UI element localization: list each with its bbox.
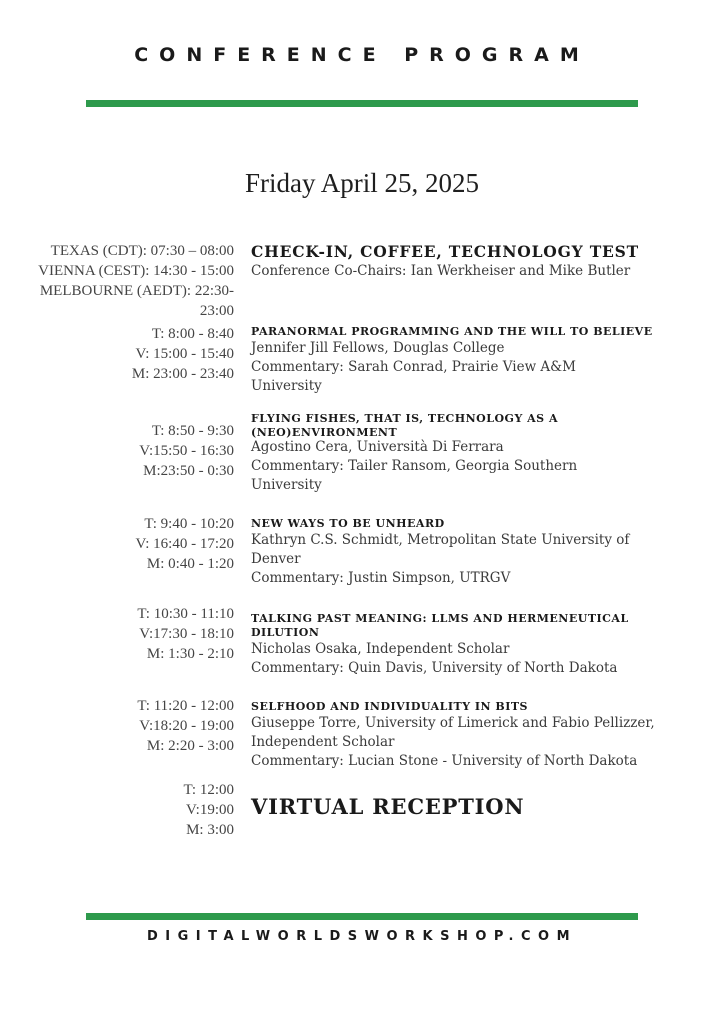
session-times: T: 10:30 - 11:10 V:17:30 - 18:10 M: 1:30 - 2:10 xyxy=(137,606,234,662)
session-details xyxy=(251,517,691,588)
session-title: VIRTUAL RECEPTION xyxy=(251,794,525,819)
session-commentary: Commentary: Tailer Ransom, Georgia Southern xyxy=(251,458,578,474)
page-title: CONFERENCE PROGRAM xyxy=(134,44,590,66)
session-details xyxy=(251,242,691,281)
session-times: T: 8:50 - 9:30 V:15:50 - 16:30 M:23:50 - 0:30 xyxy=(139,423,234,479)
program-date: Friday April 25, 2025 xyxy=(245,168,479,198)
session-commentary: Commentary: Sarah Conrad, Prairie View A&M xyxy=(251,359,577,375)
session-commentary-cont: University xyxy=(251,477,322,493)
session-times: T: 12:00 V:19:00 M: 3:00 xyxy=(183,782,234,838)
bottom-divider xyxy=(86,913,638,920)
session-times: T: 11:20 - 12:00 V:18:20 - 19:00 M: 2:20 - 3:00 xyxy=(137,698,234,754)
session-title: FLYING FISHES, THAT IS, TECHNOLOGY AS A xyxy=(251,412,558,425)
session-presenter: Conference Co-Chairs: Ian Werkheiser and Mike Butler xyxy=(251,263,631,279)
session-title: PARANORMAL PROGRAMMING AND THE WILL TO BELIEVE xyxy=(251,325,653,338)
session-title: TALKING PAST MEANING: LLMS AND HERMENEUTICAL DILUTION xyxy=(251,612,629,639)
session-presenter: Giuseppe Torre, University of Limerick and Fabio Pellizzer, xyxy=(251,715,655,731)
session-presenter: Jennifer Jill Fellows, Douglas College xyxy=(251,340,505,356)
session-details xyxy=(251,794,691,820)
top-divider xyxy=(86,100,638,107)
website-url[interactable]: DIGITALWORLDSWORKSHOP.COM xyxy=(146,929,578,944)
session-title: SELFHOOD AND INDIVIDUALITY IN BITS xyxy=(251,700,528,713)
session-details xyxy=(251,412,691,495)
session-presenter: Kathryn C.S. Schmidt, Metropolitan State University of xyxy=(251,532,630,548)
session-times: T: 9:40 - 10:20 V: 16:40 - 17:20 M: 0:40 - 1:20 xyxy=(135,516,234,572)
session-presenter: Nicholas Osaka, Independent Scholar xyxy=(251,641,510,657)
session-commentary-cont: University xyxy=(251,378,322,394)
session-times: T: 8:00 - 8:40 V: 15:00 - 15:40 M: 23:00 - 23:40 xyxy=(131,326,234,382)
session-details xyxy=(251,325,691,396)
session-commentary: Commentary: Lucian Stone - University of North Dakota xyxy=(251,753,638,769)
session-details xyxy=(251,700,691,771)
session-times: TEXAS (CDT): 07:30 – 08:00 VIENNA (CEST): 14:30 - 15:00 MELBOURNE (AEDT): 22:30- 23:00 xyxy=(38,243,234,319)
session-commentary: Commentary: Quin Davis, University of North Dakota xyxy=(251,660,618,676)
session-presenter-cont: Denver xyxy=(251,551,301,567)
session-commentary: Commentary: Justin Simpson, UTRGV xyxy=(251,570,511,586)
session-title-cont: (NEO)ENVIRONMENT xyxy=(251,426,398,439)
session-presenter-cont: Independent Scholar xyxy=(251,734,395,750)
session-title: CHECK-IN, COFFEE, TECHNOLOGY TEST xyxy=(251,242,639,261)
session-presenter: Agostino Cera, Università Di Ferrara xyxy=(251,439,504,455)
session-details xyxy=(251,612,691,678)
session-title: NEW WAYS TO BE UNHEARD xyxy=(251,517,445,530)
